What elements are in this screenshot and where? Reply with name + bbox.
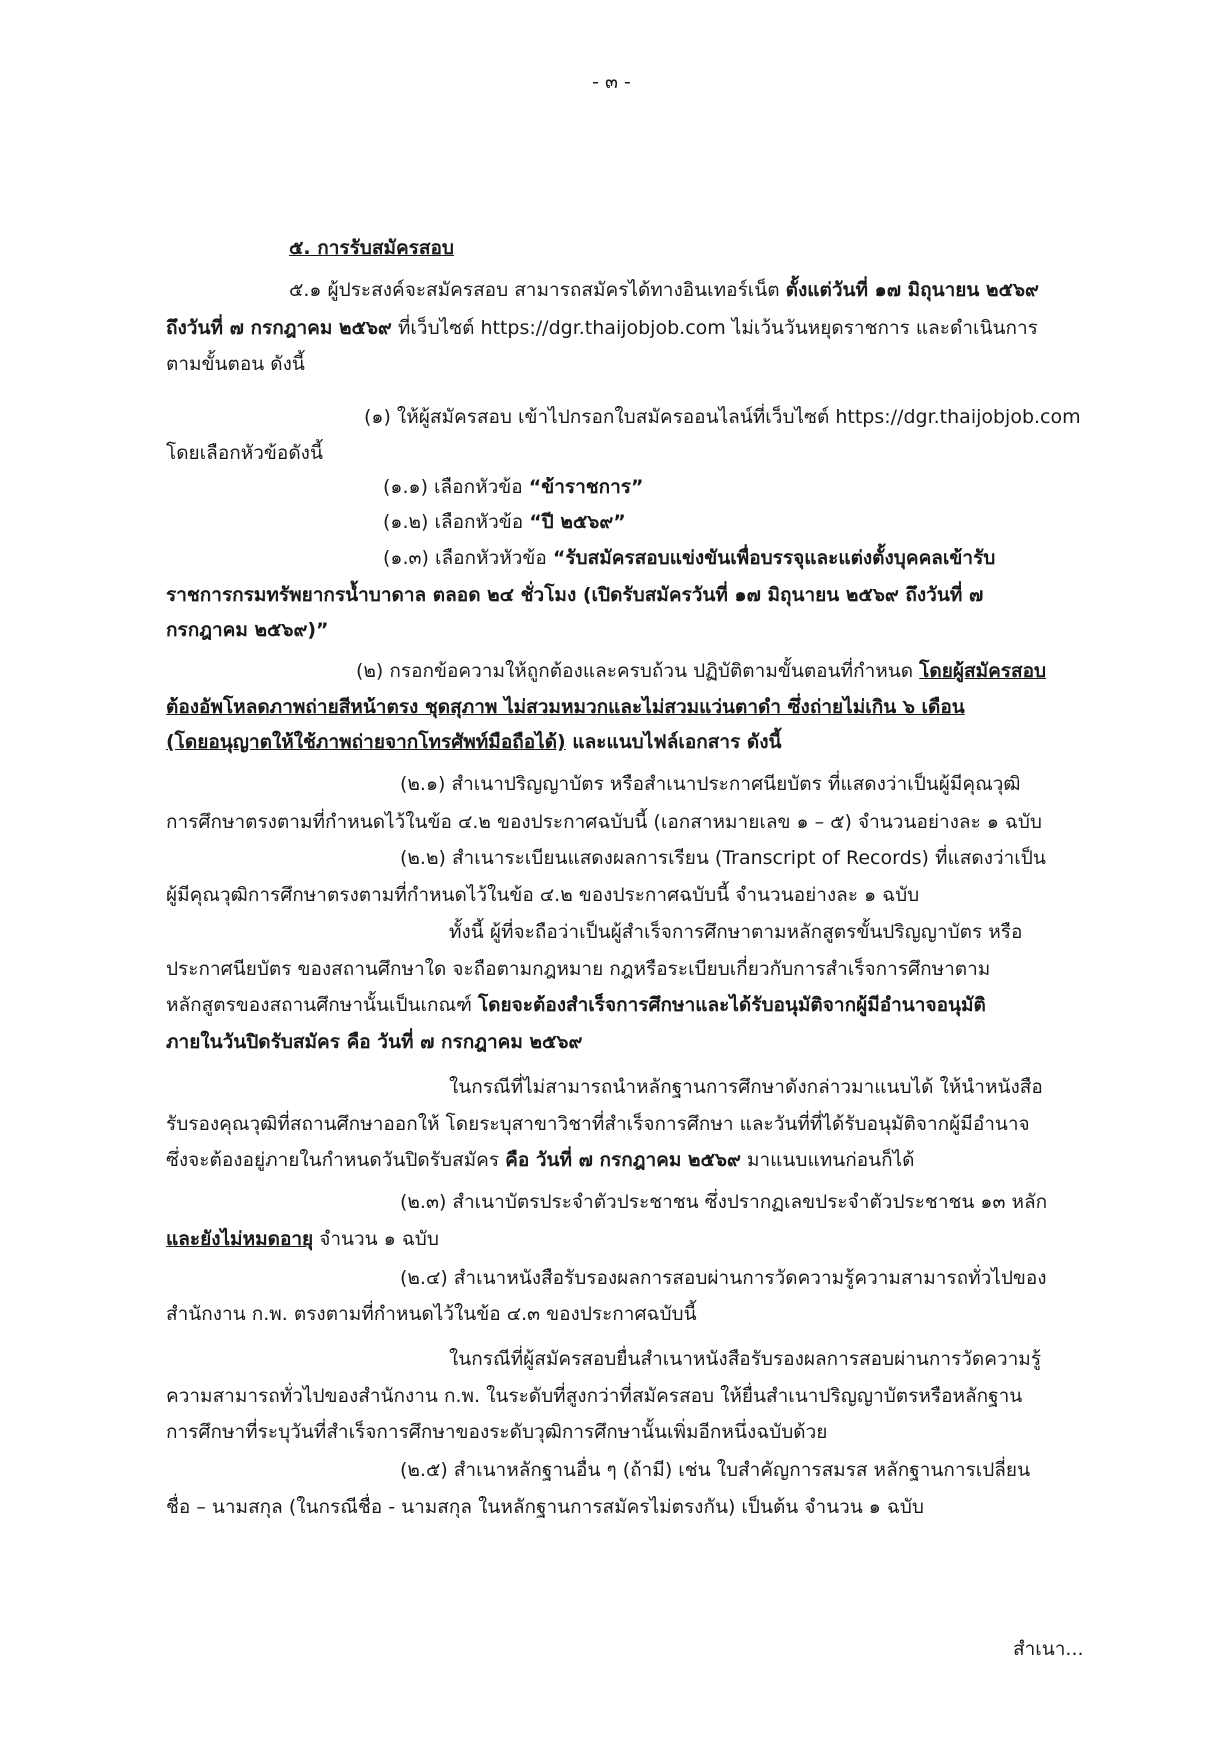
note-3-line-2: ความสามารถทั่วไปของสำนักงาน ก.พ. ในระดับที่สูงกว่าที่สมัครสอบ ให้ยื่นสำเนาปริญญาบัตรหรือหลักฐาน xyxy=(166,1385,1023,1407)
step-2-4-line-2: สำนักงาน ก.พ. ตรงตามที่กำหนดไว้ในข้อ ๔.๓ ของประกาศฉบับนี้ xyxy=(166,1303,697,1325)
step-2-line-1: (๒) กรอกข้อความให้ถูกต้องและครบถ้วน ปฏิบัติตามขั้นตอนที่กำหนด โดยผู้สมัครสอบ xyxy=(356,660,1047,682)
note-2-line-1: ในกรณีที่ไม่สามารถนำหลักฐานการศึกษาดังกล่าวมาแนบได้ ให้นำหนังสือ xyxy=(449,1076,1043,1098)
paragraph-5-1-line-1: ๕.๑ ผู้ประสงค์จะสมัครสอบ สามารถสมัครได้ทางอินเทอร์เน็ต ตั้งแต่วันที่ ๑๗ มิถุนายน ๒๕๖๙ xyxy=(289,279,1039,301)
step-1-1: (๑.๑) เลือกหัวข้อ “ข้าราชการ” xyxy=(383,476,644,498)
note-2-line-2: รับรองคุณวุฒิที่สถานศึกษาออกให้ โดยระบุสาขาวิชาที่สำเร็จการศึกษา และวันที่ที่ได้รับอนุมัติจากผู้มีอำนาจ xyxy=(166,1113,1030,1135)
step-2-line-2: ต้องอัพโหลดภาพถ่ายสีหน้าตรง ชุดสุภาพ ไม่สวมหมวกและไม่สวมแว่นตาดำ ซึ่งถ่ายไม่เกิน ๖ เดือน xyxy=(166,696,965,718)
note-3-line-3: การศึกษาที่ระบุวันที่สำเร็จการศึกษาของระดับวุฒิการศึกษานั้นเพิ่มอีกหนึ่งฉบับด้วย xyxy=(166,1421,828,1443)
step-2-2-line-2: ผู้มีคุณวุฒิการศึกษาตรงตามที่กำหนดไว้ในข้อ ๔.๒ ของประกาศฉบับนี้ จำนวนอย่างละ ๑ ฉบับ xyxy=(166,884,920,906)
step-1-line-1: (๑) ให้ผู้สมัครสอบ เข้าไปกรอกใบสมัครออนไลน์ที่เว็บไซต์ https://dgr.thaijobjob.com xyxy=(364,406,1081,428)
step-1-line-2: โดยเลือกหัวข้อดังนี้ xyxy=(166,442,323,464)
step-1-2: (๑.๒) เลือกหัวข้อ “ปี ๒๕๖๙” xyxy=(383,511,626,533)
paragraph-5-1-line-3: ตามขั้นตอน ดังนี้ xyxy=(166,353,305,375)
step-2-1-line-2: การศึกษาตรงตามที่กำหนดไว้ในข้อ ๔.๒ ของประกาศฉบับนี้ (เอกสาหมายเลข ๑ – ๕) จำนวนอย่างละ ๑ ฉบับ xyxy=(166,811,1042,833)
step-2-3-line-1: (๒.๓) สำเนาบัตรประจำตัวประชาชน ซึ่งปรากฏเลขประจำตัวประชาชน ๑๓ หลัก xyxy=(400,1191,1048,1213)
note-2-line-3: ซึ่งจะต้องอยู่ภายในกำหนดวันปิดรับสมัคร คือ วันที่ ๗ กรกฎาคม ๒๕๖๙ มาแนบแทนก่อนก็ได้ xyxy=(166,1149,915,1171)
step-2-4-line-1: (๒.๔) สำเนาหนังสือรับรองผลการสอบผ่านการวัดความรู้ความสามารถทั่วไปของ xyxy=(400,1267,1047,1289)
section-heading: ๕. การรับสมัครสอบ xyxy=(289,237,454,259)
step-2-1-line-1: (๒.๑) สำเนาปริญญาบัตร หรือสำเนาประกาศนียบัตร ที่แสดงว่าเป็นผู้มีคุณวุฒิ xyxy=(400,773,1021,795)
note-1-line-1: ทั้งนี้ ผู้ที่จะถือว่าเป็นผู้สำเร็จการศึกษาตามหลักสูตรขั้นปริญญาบัตร หรือ xyxy=(449,921,1023,943)
step-2-5-line-2: ชื่อ – นามสกุล (ในกรณีชื่อ - นามสกุล ในหลักฐานการสมัครไม่ตรงกัน) เป็นต้น จำนวน ๑ ฉบับ xyxy=(166,1496,924,1518)
step-1-3-line-2: ราชการกรมทรัพยากรน้ำบาดาล ตลอด ๒๔ ชั่วโมง (เปิดรับสมัครวันที่ ๑๗ มิถุนายน ๒๕๖๙ ถึงวันที่ ๗ xyxy=(166,584,984,606)
paragraph-5-1-line-2: ถึงวันที่ ๗ กรกฎาคม ๒๕๖๙ ที่เว็บไซต์ https://dgr.thaijobjob.com ไม่เว้นวันหยุดราชการ และดำเนินการ xyxy=(166,317,1038,339)
page-number: - ๓ - xyxy=(592,71,631,93)
note-3-line-1: ในกรณีที่ผู้สมัครสอบยื่นสำเนาหนังสือรับรองผลการสอบผ่านการวัดความรู้ xyxy=(449,1348,1042,1370)
note-1-line-3: หลักสูตรของสถานศึกษานั้นเป็นเกณฑ์ โดยจะต้องสำเร็จการศึกษาและได้รับอนุมัติจากผู้มีอำนาจอนุมัติ xyxy=(166,994,986,1016)
note-1-line-2: ประกาศนียบัตร ของสถานศึกษาใด จะถือตามกฎหมาย กฎหรือระเบียบเกี่ยวกับการสำเร็จการศึกษาตาม xyxy=(166,958,991,980)
note-1-line-4: ภายในวันปิดรับสมัคร คือ วันที่ ๗ กรกฎาคม ๒๕๖๙ xyxy=(166,1031,583,1053)
step-2-3-line-2: และยังไม่หมดอายุ จำนวน ๑ ฉบับ xyxy=(166,1228,439,1250)
step-1-3-line-3: กรกฎาคม ๒๕๖๙)” xyxy=(166,619,329,641)
step-1-3-line-1: (๑.๓) เลือกหัวหัวข้อ “รับสมัครสอบแข่งขันเพื่อบรรจุและแต่งตั้งบุคคลเข้ารับ xyxy=(383,547,996,569)
step-2-2-line-1: (๒.๒) สำเนาระเบียนแสดงผลการเรียน (Transcript of Records) ที่แสดงว่าเป็น xyxy=(400,847,1046,869)
continuation-note: สำเนา... xyxy=(1013,1638,1084,1660)
step-2-5-line-1: (๒.๕) สำเนาหลักฐานอื่น ๆ (ถ้ามี) เช่น ใบสำคัญการสมรส หลักฐานการเปลี่ยน xyxy=(400,1459,1031,1481)
step-2-line-3: (โดยอนุญาตให้ใช้ภาพถ่ายจากโทรศัพท์มือถือได้) และแนบไฟล์เอกสาร ดังนี้ xyxy=(166,731,782,753)
